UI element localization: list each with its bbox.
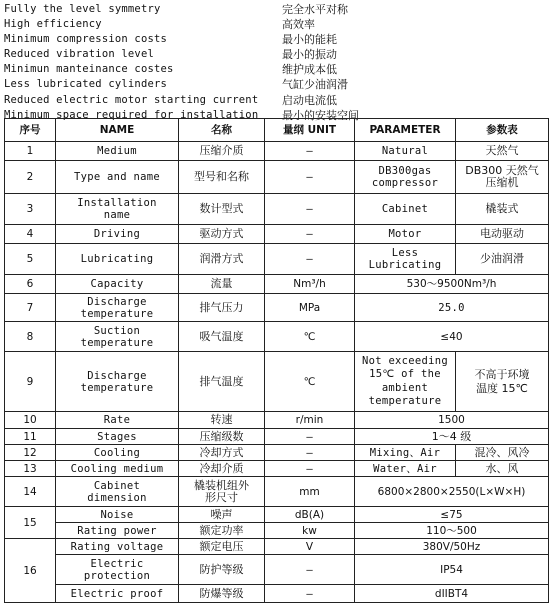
row-name-zh: 防护等级 [179,555,265,585]
param-zh-line: 温度 15℃ [476,381,528,395]
row-name [56,352,179,412]
row-name-zh: 吸气温度 [179,322,265,352]
row-unit: r/min [265,412,355,429]
row-no: 12 [5,445,56,461]
row-unit: ℃ [265,322,355,352]
feature-zh: 最小的能耗 [282,33,337,47]
name-zh-line: 橇装机组外 [194,478,249,492]
header-no: 序号 [5,119,56,142]
table-row [5,429,549,445]
row-unit: — [265,461,355,477]
row-unit: Nm³/h [265,275,355,294]
table-row [5,461,549,477]
row-name-zh: 型号和名称 [179,161,265,194]
table-row [5,412,549,429]
param-line: DB300gas [378,165,432,177]
row-name-zh: 额定电压 [179,539,265,555]
name-zh-line: 形尺寸 [205,490,238,504]
feature-en: High efficiency [4,18,102,31]
row-unit: MPa [265,294,355,322]
param-line: compressor [371,177,439,189]
name-line: name [103,209,131,221]
row-no: 9 [5,352,56,412]
row-name-zh: 流量 [179,275,265,294]
row-unit: — [265,429,355,445]
row-name-zh: 冷却方式 [179,445,265,461]
param-line: Lubricating [368,259,442,271]
row-param-zh [456,161,549,194]
row-unit: — [265,555,355,585]
row-name-zh: 额定功率 [179,523,265,539]
row-unit: dB(A) [265,507,355,523]
row-no: 10 [5,412,56,429]
row-no: 4 [5,225,56,244]
param-zh-line: 不高于环境 [474,367,530,381]
row-param: ≤40 [355,322,549,352]
feature-item [4,93,550,108]
row-name: Capacity [56,275,179,294]
table-row [5,523,549,539]
row-name-zh: 数计型式 [179,194,265,225]
table-row [5,445,549,461]
table-row [5,194,549,225]
row-param: 6800×2800×2550(L×W×H) [355,477,549,507]
header-parameter-zh: 参数表 [456,119,549,142]
row-name-zh: 驱动方式 [179,225,265,244]
row-param: Natural [355,142,456,161]
param-zh-line: DB300 天然气 [465,164,539,177]
row-param: IP54 [355,555,549,585]
row-name: Cooling [56,445,179,461]
row-param: Mixing、Air [355,445,456,461]
table-header-row [5,119,549,142]
row-unit: mm [265,477,355,507]
feature-zh: 气缸少油润滑 [282,78,348,92]
name-line: Cabinet [93,479,141,492]
row-param-zh: 少油润滑 [456,244,549,275]
row-unit: — [265,161,355,194]
feature-zh: 维护成本低 [282,63,337,77]
header-name: NAME [56,119,179,142]
row-name-zh: 防爆等级 [179,585,265,603]
table-row [5,275,549,294]
features-list [4,2,550,123]
row-name: Type and name [56,161,179,194]
row-unit: — [265,585,355,603]
name-line: temperature [80,307,154,320]
row-name: Stages [56,429,179,445]
row-unit: V [265,539,355,555]
row-name-zh: 转速 [179,412,265,429]
row-name-zh: 噪声 [179,507,265,523]
row-name-zh: 压缩级数 [179,429,265,445]
feature-en: Reduced vibration level [4,48,154,61]
feature-item [4,62,550,77]
row-name-zh: 压缩介质 [179,142,265,161]
row-name-zh [179,477,265,507]
row-param: dIIBT4 [355,585,549,603]
feature-en: Minimum compression costs [4,33,168,46]
row-param [355,244,456,275]
row-name [56,322,179,352]
row-param: ≤75 [355,507,549,523]
row-no: 3 [5,194,56,225]
feature-item [4,17,550,32]
feature-zh: 最小的振动 [282,48,337,62]
row-name [56,194,179,225]
row-no: 14 [5,477,56,507]
name-line: dimension [87,491,147,504]
row-no: 5 [5,244,56,275]
spec-table [4,118,549,603]
param-line: Less [391,247,419,259]
row-param-zh: 混冷、风冷 [456,445,549,461]
table-row [5,294,549,322]
row-name: Driving [56,225,179,244]
row-unit: — [265,445,355,461]
feature-en: Minimun manteinance costes [4,63,174,76]
header-name-zh: 名称 [179,119,265,142]
row-no: 11 [5,429,56,445]
row-param-zh [456,352,549,412]
param-zh-line: 压缩机 [485,176,519,189]
param-line: 15℃ of the [369,368,441,380]
name-line: Discharge [87,369,147,382]
row-name [56,294,179,322]
row-unit: — [265,142,355,161]
table-row [5,477,549,507]
row-param: 1500 [355,412,549,429]
row-param-zh: 水、风 [456,461,549,477]
row-param: 25.0 [355,294,549,322]
name-line: Electric [90,557,144,570]
feature-zh: 最小的安装空间 [282,108,359,122]
feature-en: Minimum space required for installation [4,108,259,121]
row-name-zh: 排气温度 [179,352,265,412]
feature-en: Reduced electric motor starting current [4,93,259,106]
row-param-zh: 橇装式 [456,194,549,225]
row-param [355,352,456,412]
row-param-zh: 电动驱动 [456,225,549,244]
row-name-zh: 润滑方式 [179,244,265,275]
name-line: protection [83,569,151,582]
table-row [5,142,549,161]
row-param: Cabinet [355,194,456,225]
feature-en: Less lubricated cylinders [4,78,168,91]
table-row [5,225,549,244]
row-param [355,161,456,194]
name-line: temperature [80,381,154,394]
row-unit: — [265,194,355,225]
row-name: Electric proof [56,585,179,603]
row-name: Cooling medium [56,461,179,477]
table-row [5,555,549,585]
row-no: 13 [5,461,56,477]
row-unit: ℃ [265,352,355,412]
row-name [56,477,179,507]
table-row [5,539,549,555]
row-param: 110～500 [355,523,549,539]
row-no: 2 [5,161,56,194]
feature-en: Fully the level symmetry [4,3,161,15]
row-unit: — [265,225,355,244]
row-name: Rate [56,412,179,429]
name-line: Discharge [87,295,147,308]
row-name: Noise [56,507,179,523]
row-no: 15 [5,507,56,539]
row-no: 8 [5,322,56,352]
table-row [5,352,549,412]
row-param: Motor [355,225,456,244]
row-param: 380V/50Hz [355,539,549,555]
row-no: 6 [5,275,56,294]
row-unit: — [265,244,355,275]
feature-zh: 启动电流低 [282,93,337,107]
row-param: 1～4 级 [355,429,549,445]
row-no: 7 [5,294,56,322]
name-line: Installation [77,197,157,209]
row-no: 16 [5,539,56,603]
name-line: temperature [80,336,154,349]
row-name: Medium [56,142,179,161]
row-no: 1 [5,142,56,161]
row-param: 530～9500Nm³/h [355,275,549,294]
row-param: Water、Air [355,461,456,477]
row-name [56,555,179,585]
param-line: Not exceeding [361,354,449,367]
table-row [5,244,549,275]
name-line: Suction [93,324,141,337]
table-row [5,161,549,194]
feature-item [4,32,550,47]
row-name-zh: 排气压力 [179,294,265,322]
feature-item [4,2,550,17]
param-line: temperature [368,395,442,407]
param-line: ambient [381,381,429,394]
table-row [5,507,549,523]
row-param-zh: 天然气 [456,142,549,161]
feature-item [4,77,550,92]
feature-zh: 完全水平对称 [282,3,348,16]
feature-item [4,47,550,62]
header-unit: 量纲 UNIT [265,119,355,142]
row-name: Lubricating [56,244,179,275]
header-parameter: PARAMETER [355,119,456,142]
row-name: Rating power [56,523,179,539]
table-row [5,322,549,352]
row-unit: kw [265,523,355,539]
row-name: Rating voltage [56,539,179,555]
feature-zh: 高效率 [282,18,315,32]
row-name-zh: 冷却介质 [179,461,265,477]
